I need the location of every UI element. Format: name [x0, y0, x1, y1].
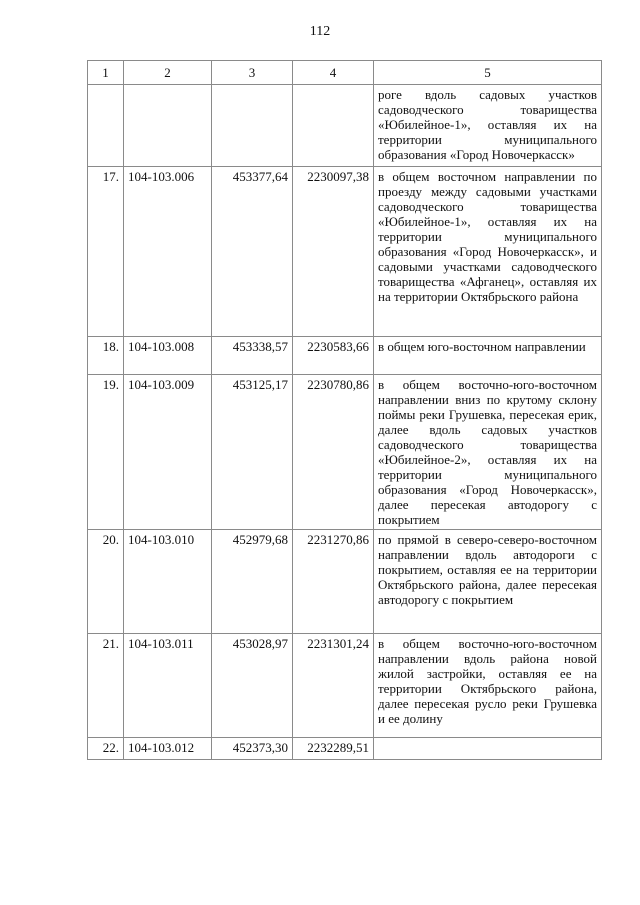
point-code — [124, 85, 212, 167]
coordinate-x: 453028,97 — [212, 634, 293, 738]
coordinate-x: 453377,64 — [212, 167, 293, 337]
row-number: 17. — [88, 167, 124, 337]
boundary-description: в общем восточном направлении по проезду между садовыми участками садоводческого товарищества «Юбилейное-1», оставляя их на территории муниципального образования «Город Новочеркасск», и садовыми участками садоводческого товарищества «Афганец», оставляя их на территории Октябрьского района — [374, 167, 602, 337]
row-number: 22. — [88, 738, 124, 760]
table-row — [88, 738, 602, 760]
column-header: 1 — [88, 61, 124, 85]
boundary-description: в общем восточно-юго-восточном направлении вдоль района новой жилой застройки, оставляя ее на территории Октябрьского района, далее пересекая русло реки Грушевка и ее долину — [374, 634, 602, 738]
coordinate-y: 2230583,66 — [293, 337, 374, 375]
table-row — [88, 85, 602, 167]
coordinate-y: 2230780,86 — [293, 375, 374, 530]
boundary-description: в общем юго-восточном направлении — [374, 337, 602, 375]
row-number — [88, 85, 124, 167]
coordinate-y — [293, 85, 374, 167]
row-number: 19. — [88, 375, 124, 530]
point-code: 104-103.009 — [124, 375, 212, 530]
point-code: 104-103.006 — [124, 167, 212, 337]
table-row — [88, 530, 602, 634]
row-number: 20. — [88, 530, 124, 634]
page-number: 112 — [309, 24, 331, 39]
column-header: 4 — [293, 61, 374, 85]
row-number: 18. — [88, 337, 124, 375]
point-code: 104-103.010 — [124, 530, 212, 634]
coordinate-x: 453125,17 — [212, 375, 293, 530]
table-header-row — [88, 61, 602, 85]
table-row — [88, 337, 602, 375]
table-row — [88, 167, 602, 337]
column-header: 3 — [212, 61, 293, 85]
point-code: 104-103.012 — [124, 738, 212, 760]
coordinate-x: 452373,30 — [212, 738, 293, 760]
boundary-description — [374, 738, 602, 760]
boundary-description: роге вдоль садовых участков садоводческого товарищества «Юбилейное-1», оставляя их на территории муниципального образования «Город Новочеркасск» — [374, 85, 602, 167]
point-code: 104-103.011 — [124, 634, 212, 738]
coordinate-x — [212, 85, 293, 167]
coordinate-x: 453338,57 — [212, 337, 293, 375]
table-row — [88, 375, 602, 530]
coordinate-y: 2232289,51 — [293, 738, 374, 760]
boundary-description: по прямой в северо-северо-восточном направлении вдоль автодороги с покрытием, оставляя ее на территории Октябрьского района, далее пересекая автодорогу с покрытием — [374, 530, 602, 634]
column-header: 5 — [374, 61, 602, 85]
row-number: 21. — [88, 634, 124, 738]
coordinate-x: 452979,68 — [212, 530, 293, 634]
coordinate-y: 2231301,24 — [293, 634, 374, 738]
point-code: 104-103.008 — [124, 337, 212, 375]
boundary-table — [87, 60, 602, 760]
boundary-description: в общем восточно-юго-восточном направлении вниз по крутому склону поймы реки Грушевка, пересекая ерик, далее вдоль садовых участков садоводческого товарищества «Юбилейное-2», оставляя их на территории муниципального образования «Город Новочеркасск», далее пересекая автодорогу с покрытием — [374, 375, 602, 530]
coordinate-y: 2231270,86 — [293, 530, 374, 634]
table-row — [88, 634, 602, 738]
coordinate-y: 2230097,38 — [293, 167, 374, 337]
column-header: 2 — [124, 61, 212, 85]
